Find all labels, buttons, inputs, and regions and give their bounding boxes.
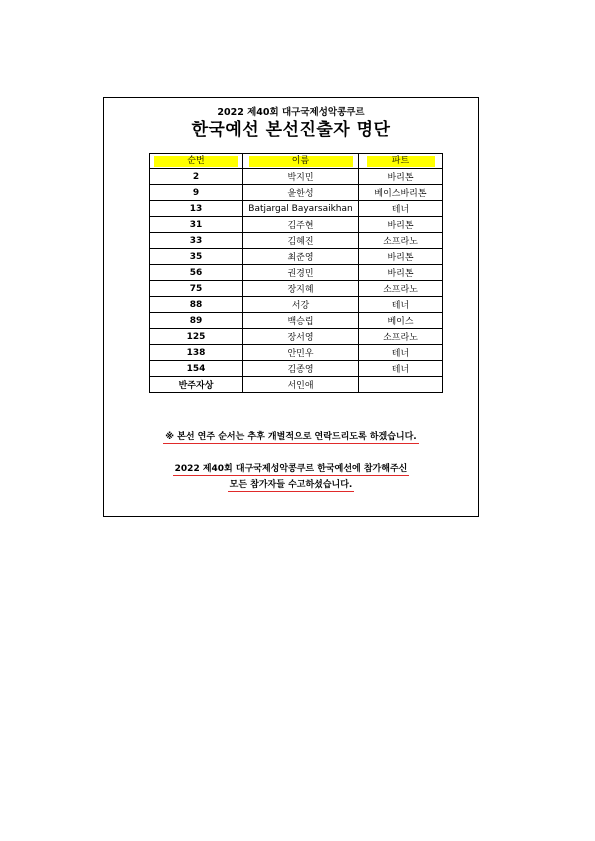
cell-part: 베이스 [359, 313, 443, 329]
notice-underline: ※ 본선 연주 순서는 추후 개별적으로 연락드리도록 하겠습니다. [163, 429, 418, 444]
cell-part: 바리톤 [359, 249, 443, 265]
column-header-name [243, 154, 359, 169]
cell-part: 소프라노 [359, 233, 443, 249]
thanks-underline-2: 모든 참가자들 수고하셨습니다. [228, 477, 355, 492]
cell-number: 35 [150, 249, 243, 265]
cell-name: 박지민 [243, 169, 359, 185]
finalists-table [149, 153, 443, 393]
cell-part: 바리톤 [359, 169, 443, 185]
cell-number: 89 [150, 313, 243, 329]
cell-part [359, 377, 443, 393]
cell-name: 안민우 [243, 345, 359, 361]
table-row [150, 297, 443, 313]
cell-part: 바리톤 [359, 217, 443, 233]
table-row [150, 233, 443, 249]
thanks-line-1 [104, 461, 478, 476]
column-header-part [359, 154, 443, 169]
cell-part: 소프라노 [359, 329, 443, 345]
cell-number: 75 [150, 281, 243, 297]
cell-name: 장지혜 [243, 281, 359, 297]
table-row [150, 361, 443, 377]
table-row [150, 249, 443, 265]
table-row [150, 185, 443, 201]
page-title: 한국예선 본선진출자 명단 [191, 120, 391, 140]
cell-number: 33 [150, 233, 243, 249]
column-header-number [150, 154, 243, 169]
cell-number: 13 [150, 201, 243, 217]
cell-name: 서강 [243, 297, 359, 313]
cell-name: 서인애 [243, 377, 359, 393]
header-label-number: 순번 [154, 156, 238, 167]
cell-number: 138 [150, 345, 243, 361]
cell-number: 56 [150, 265, 243, 281]
table-row [150, 217, 443, 233]
cell-part: 테너 [359, 297, 443, 313]
table-row [150, 345, 443, 361]
cell-number: 반주자상 [150, 377, 243, 393]
cell-name: 윤한성 [243, 185, 359, 201]
table-row [150, 281, 443, 297]
cell-part: 바리톤 [359, 265, 443, 281]
cell-number: 9 [150, 185, 243, 201]
cell-number: 31 [150, 217, 243, 233]
cell-name: 백승립 [243, 313, 359, 329]
table-body [150, 169, 443, 393]
cell-name: 김주현 [243, 217, 359, 233]
table-row [150, 329, 443, 345]
table-row [150, 265, 443, 281]
thanks-underline-1: 2022 제40회 대구국제성악콩쿠르 한국예선에 참가해주신 [173, 461, 410, 476]
header-label-name: 이름 [249, 156, 353, 167]
table-row [150, 313, 443, 329]
cell-part: 테너 [359, 201, 443, 217]
table-row [150, 201, 443, 217]
notice-text [104, 429, 478, 444]
cell-name: 김종영 [243, 361, 359, 377]
thanks-line-2 [104, 477, 478, 492]
competition-subtitle: 2022 제40회 대구국제성악콩쿠르 [217, 107, 365, 118]
cell-part: 테너 [359, 361, 443, 377]
table-row [150, 169, 443, 185]
cell-number: 2 [150, 169, 243, 185]
table-header-row [150, 154, 443, 169]
cell-number: 88 [150, 297, 243, 313]
table-row [150, 377, 443, 393]
cell-part: 소프라노 [359, 281, 443, 297]
header-label-part: 파트 [367, 156, 435, 167]
cell-name: 최준영 [243, 249, 359, 265]
cell-name: 김혜진 [243, 233, 359, 249]
cell-name: 권경민 [243, 265, 359, 281]
cell-part: 베이스바리톤 [359, 185, 443, 201]
cell-name: 장서영 [243, 329, 359, 345]
cell-number: 154 [150, 361, 243, 377]
cell-part: 테너 [359, 345, 443, 361]
cell-name: Batjargal Bayarsaikhan [243, 201, 359, 217]
cell-number: 125 [150, 329, 243, 345]
document-frame [103, 97, 479, 517]
